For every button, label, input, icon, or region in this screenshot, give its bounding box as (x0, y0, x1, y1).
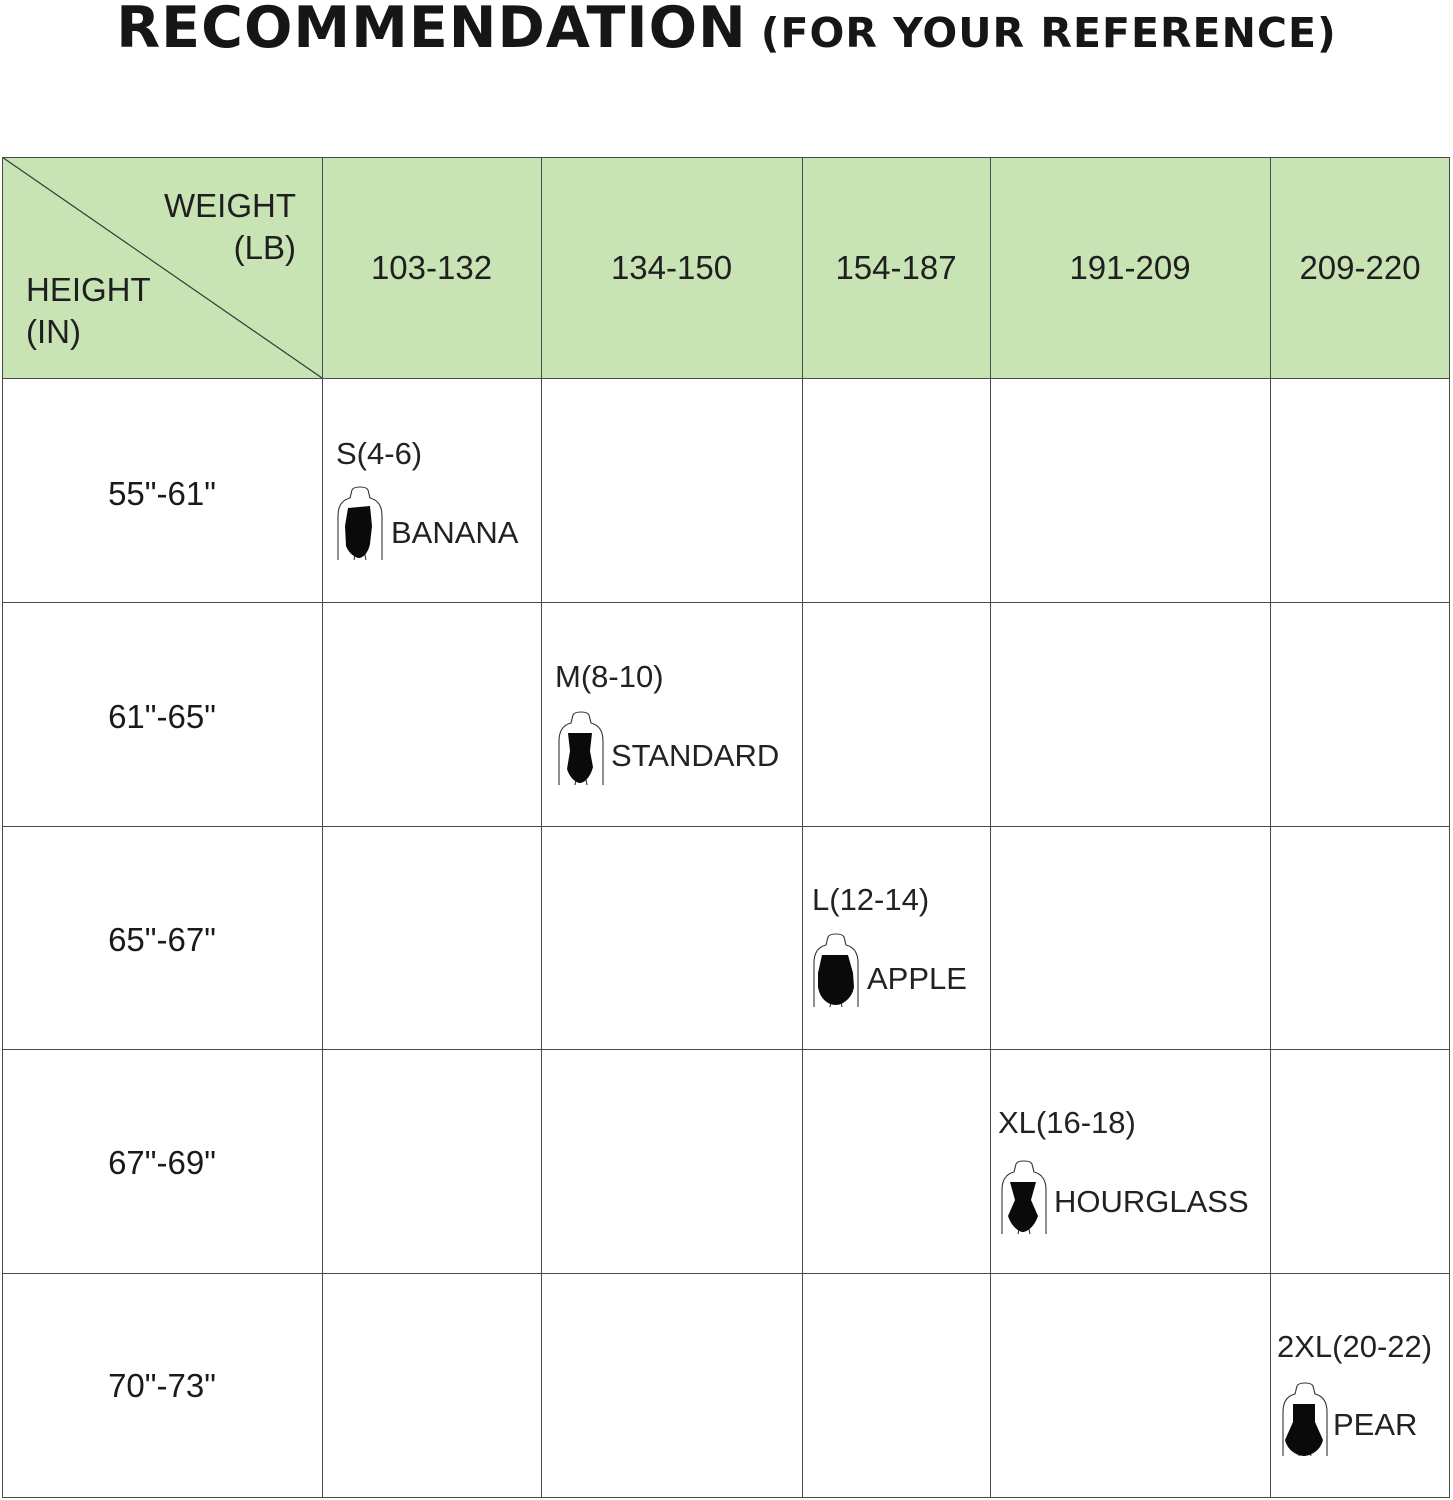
height-row-header: 55"-61" (108, 474, 216, 512)
size-label: 2XL(20-22) (1277, 1329, 1433, 1364)
table-grid-line (2, 1497, 1450, 1498)
table-grid-line (2, 378, 1450, 379)
body-shape-label: HOURGLASS (1054, 1184, 1249, 1219)
table-grid-line (2, 157, 3, 1498)
table-grid-line (541, 157, 542, 1498)
table-grid-line (1449, 157, 1450, 1498)
table-grid-line (322, 157, 323, 1498)
banana-body-icon (332, 486, 388, 564)
weight-column-header: 134-150 (610, 248, 733, 286)
weight-label-line2: (LB) (233, 229, 296, 266)
table-grid-line (2, 602, 1450, 603)
title-main: RECOMMENDATION (116, 0, 747, 61)
table-grid-line (2, 157, 1450, 158)
weight-axis-label (164, 185, 296, 269)
body-shape-label: PEAR (1333, 1407, 1418, 1442)
table-grid-line (1270, 157, 1271, 1498)
weight-column-header: 209-220 (1299, 248, 1421, 286)
table-grid-line (802, 157, 803, 1498)
height-row-header: 61"-65" (108, 697, 216, 735)
height-row-header: 65"-67" (108, 920, 216, 958)
table-grid-line (2, 1049, 1450, 1050)
standard-body-icon (553, 711, 609, 789)
title-sub: (FOR YOUR REFERENCE) (760, 9, 1337, 57)
weight-label-line1: WEIGHT (164, 187, 296, 224)
size-label: S(4-6) (336, 436, 423, 471)
height-label-line2: (IN) (26, 313, 81, 350)
corner-cell (2, 157, 322, 378)
size-label: M(8-10) (555, 659, 664, 694)
table-grid-line (2, 826, 1450, 827)
height-row-header: 70"-73" (108, 1366, 216, 1404)
weight-column-header: 191-209 (1069, 248, 1191, 286)
weight-column-header: 154-187 (835, 248, 957, 286)
height-row-header: 67"-69" (108, 1143, 216, 1181)
body-shape-label: BANANA (391, 515, 519, 550)
body-shape-label: STANDARD (611, 738, 780, 773)
size-label: XL(16-18) (998, 1105, 1136, 1140)
weight-column-header: 103-132 (370, 248, 493, 286)
body-shape-label: APPLE (867, 961, 967, 996)
apple-body-icon (808, 933, 864, 1011)
table-grid-line (990, 157, 991, 1498)
table-grid-line (2, 1273, 1450, 1274)
size-label: L(12-14) (812, 882, 930, 917)
height-label-line1: HEIGHT (26, 271, 151, 308)
height-axis-label (26, 269, 151, 353)
hourglass-body-icon (996, 1160, 1052, 1238)
pear-body-icon (1277, 1382, 1333, 1460)
